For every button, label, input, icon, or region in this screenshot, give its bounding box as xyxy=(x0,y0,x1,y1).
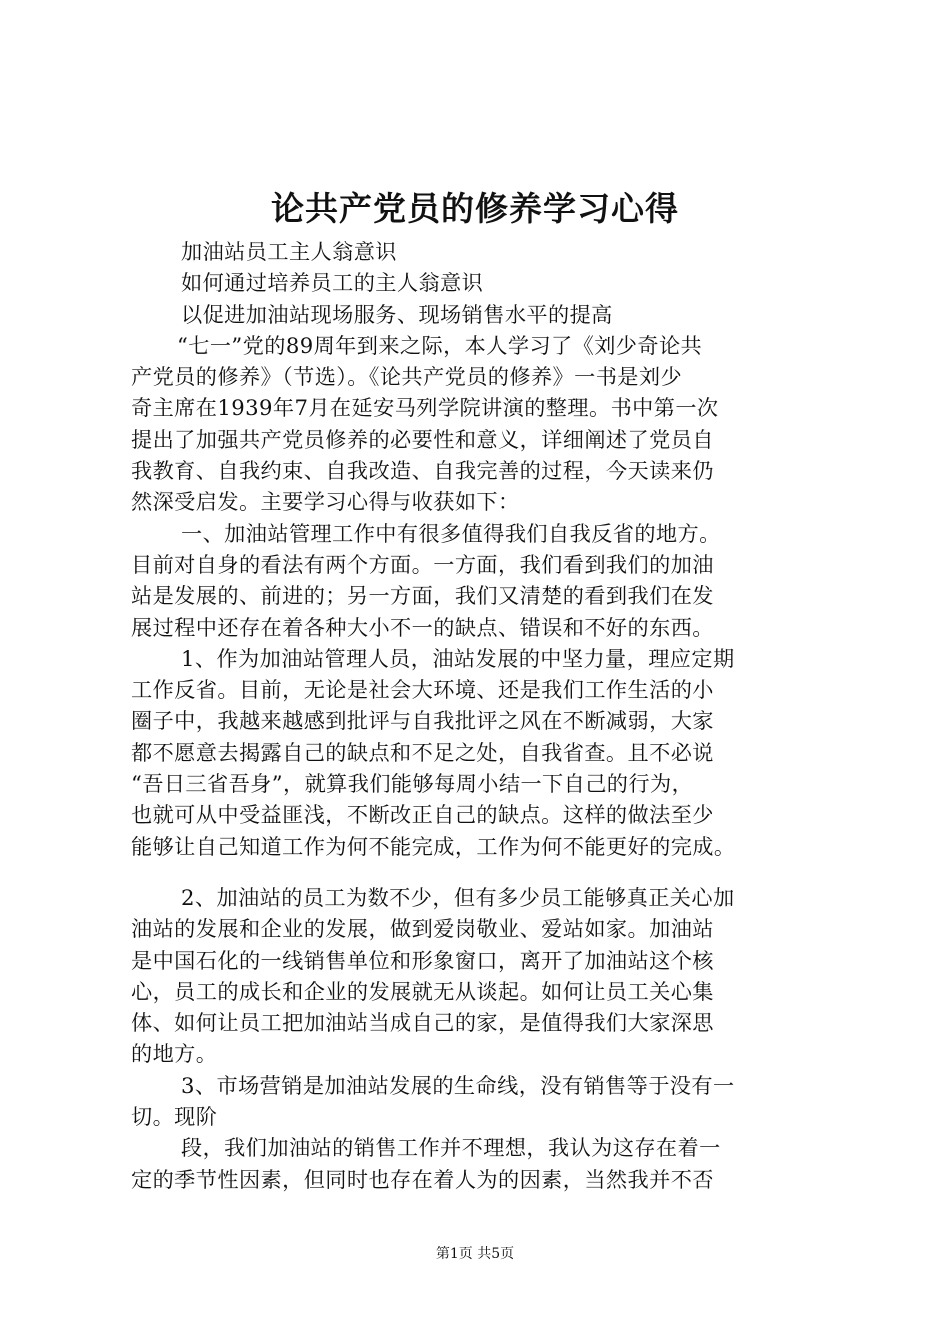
text-line: 站是发展的、前进的；另一方面，我们又清楚的看到我们在发 xyxy=(131,583,714,609)
text-line: 奇主席在1939年7月在延安马列学院讲演的整理。书中第一次 xyxy=(131,395,719,421)
text-line: 工作反省。目前，无论是社会大环境、还是我们工作生活的小 xyxy=(131,677,714,703)
text-line: 体、如何让员工把加油站当成自己的家，是值得我们大家深思 xyxy=(131,1010,714,1036)
text-line: 是中国石化的一线销售单位和形象窗口，离开了加油站这个核 xyxy=(131,947,714,973)
text-line: 能够让自己知道工作为何不能完成，工作为何不能更好的完成。 xyxy=(131,833,736,859)
text-line: 心，员工的成长和企业的发展就无从谈起。如何让员工关心集 xyxy=(131,978,714,1004)
text-line: 展过程中还存在着各种大小不一的缺点、错误和不好的东西。 xyxy=(131,614,714,640)
text-line: 如何通过培养员工的主人翁意识 xyxy=(181,270,484,296)
text-line: 2、加油站的员工为数不少，但有多少员工能够真正关心加 xyxy=(181,884,735,910)
text-line: 加油站员工主人翁意识 xyxy=(181,239,397,264)
text-line: 产党员的修养》（节选）。《论共产党员的修养》一书是刘少 xyxy=(131,364,683,390)
text-line: 段，我们加油站的销售工作并不理想，我认为这存在着一 xyxy=(181,1135,721,1161)
paragraph-gap xyxy=(131,862,836,882)
text-line: 3、市场营销是加油站发展的生命线，没有销售等于没有一 xyxy=(181,1072,735,1098)
text-line: 以促进加油站现场服务、现场销售水平的提高 xyxy=(181,301,613,327)
text-line: “七一”党的89周年到来之际，本人学习了《刘少奇论共 xyxy=(177,332,703,358)
text-line: 1、作为加油站管理人员，油站发展的中坚力量，理应定期 xyxy=(181,645,735,671)
text-line: 油站的发展和企业的发展，做到爱岗敬业、爱站如家。加油站 xyxy=(131,916,714,942)
text-line: 也就可从中受益匪浅，不断改正自己的缺点。这样的做法至少 xyxy=(131,802,714,828)
text-line: 切。现阶 xyxy=(131,1104,218,1130)
text-line: 的地方。 xyxy=(131,1041,218,1067)
text-line: 一、加油站管理工作中有很多值得我们自我反省的地方。 xyxy=(181,520,721,546)
text-line: 圈子中，我越来越感到批评与自我批评之风在不断减弱，大家 xyxy=(131,708,714,734)
document-title: 论共产党员的修养学习心得 xyxy=(271,189,679,228)
page-footer: 第1页 共5页 xyxy=(435,1246,515,1262)
text-line: 提出了加强共产党员修养的必要性和意义，详细阐述了党员自 xyxy=(131,426,714,452)
text-line: 目前对自身的看法有两个方面。一方面，我们看到我们的加油 xyxy=(131,551,714,577)
text-line: 然深受启发。主要学习心得与收获如下： xyxy=(131,489,520,515)
text-line: 我教育、自我约束、自我改造、自我完善的过程，今天读来仍 xyxy=(131,458,714,484)
text-line: “吾日三省吾身”，就算我们能够每周小结一下自己的行为， xyxy=(131,771,694,797)
text-line: 定的季节性因素，但同时也存在着人为的因素，当然我并不否 xyxy=(131,1166,714,1192)
document-body xyxy=(131,236,836,1195)
text-line: 都不愿意去揭露自己的缺点和不足之处，自我省查。且不必说 xyxy=(131,739,714,765)
